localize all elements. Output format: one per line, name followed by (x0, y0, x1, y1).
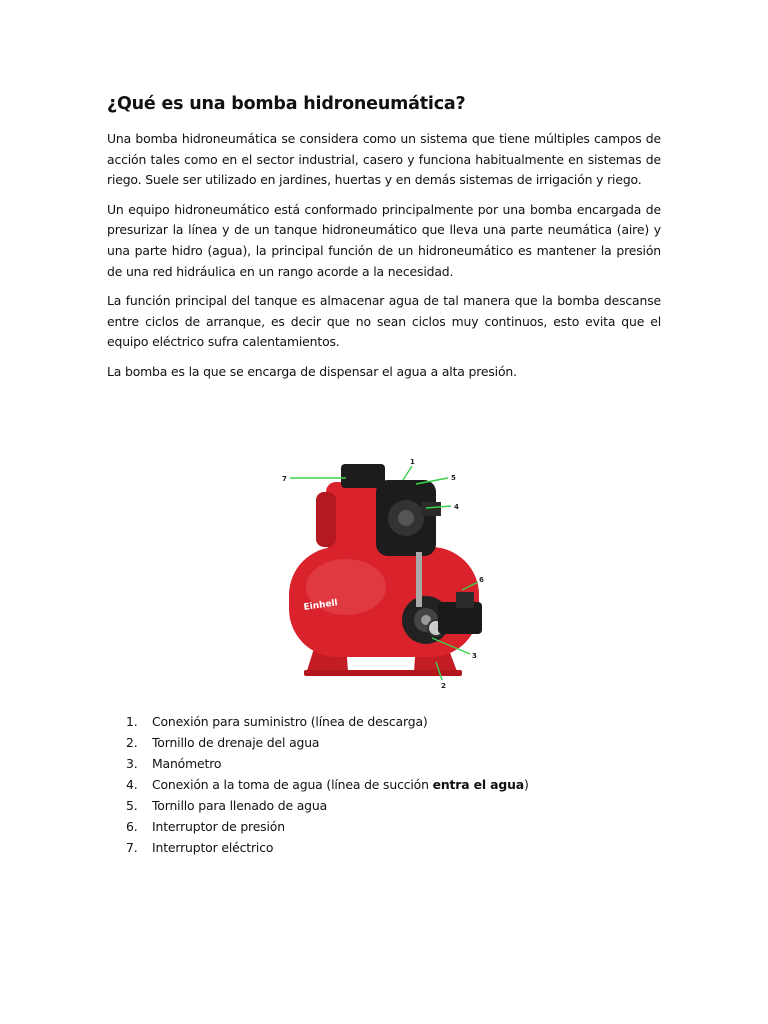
list-text: Manómetro (152, 756, 222, 771)
list-item (104, 774, 529, 795)
list-text: Tornillo para llenado de agua (152, 798, 328, 813)
list-number: 1. (126, 714, 138, 729)
list-number: 5. (126, 798, 138, 813)
pipe (416, 552, 422, 607)
list-number: 7. (126, 840, 138, 855)
list-number: 6. (126, 819, 138, 834)
list-text: Tornillo de drenaje del agua (152, 735, 320, 750)
page-title: ¿Qué es una bomba hidroneumática? (107, 94, 466, 114)
list-item (104, 837, 529, 858)
callout-line-1 (403, 466, 412, 480)
motor-top (341, 464, 385, 488)
callout-3: 3 (472, 652, 477, 660)
paragraph-2: Un equipo hidroneumático está conformado principalmente por una bomba encargada de presurizar la línea y de un tanque hidroneumático que lleva una parte neumática (aire) y una parte hidro (agua), la principal función de un hidroneumático es mantener la presión de una red hidráulica en un rango acorde a la necesidad. (107, 201, 661, 279)
callout-4: 4 (454, 503, 459, 511)
list-number: 2. (126, 735, 138, 750)
list-item (104, 732, 529, 753)
list-text: Interruptor de presión (152, 819, 285, 834)
list-text-after: ) (523, 777, 529, 792)
pump-diagram-image (276, 452, 492, 697)
list-text: Conexión a la toma de agua (línea de succión (152, 777, 433, 792)
brand-label: Einhell (303, 598, 339, 613)
list-text-bold: entra el agua (432, 777, 524, 792)
list-number: 4. (126, 777, 138, 792)
list-item (104, 816, 529, 837)
callout-1: 1 (410, 458, 415, 466)
list-item (104, 795, 529, 816)
list-item (104, 711, 529, 732)
callout-7: 7 (282, 475, 287, 483)
list-text: Interruptor eléctrico (152, 840, 274, 855)
list-number: 3. (126, 756, 138, 771)
parts-list (104, 711, 529, 858)
callout-5: 5 (451, 474, 456, 482)
paragraph-1: Una bomba hidroneumática se considera como un sistema que tiene múltiples campos de acción tales como en el sector industrial, casero y funciona habitualmente en sistemas de riego. Suele ser utilizado en jardines, huertas y en demás sistemas de irrigación y riego. (107, 131, 661, 188)
paragraph-4: La bomba es la que se encarga de dispensar el agua a alta presión. (107, 363, 517, 379)
list-text: Conexión para suministro (línea de descarga) (152, 714, 428, 729)
document-body (107, 92, 661, 392)
callout-2: 2 (441, 682, 446, 690)
list-item (104, 753, 529, 774)
callout-6: 6 (479, 576, 484, 584)
list-text-mixed (152, 774, 529, 795)
paragraph-3: La función principal del tanque es almacenar agua de tal manera que la bomba descanse entre ciclos de arranque, es decir que no sean ciclos muy continuos, esto evita que el equipo eléctrico sufra calentamientos. (107, 293, 661, 350)
